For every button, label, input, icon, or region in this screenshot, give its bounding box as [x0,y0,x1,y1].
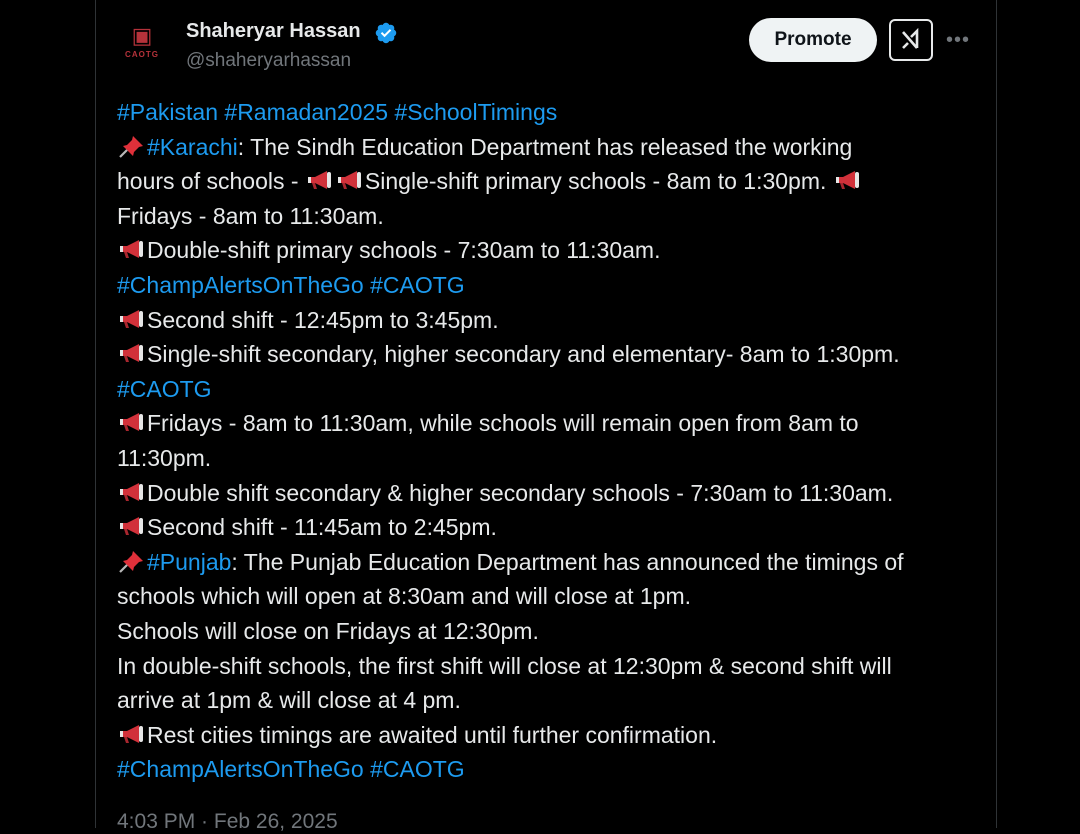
tweet-text-segment: Fridays - 8am to 11:30am. [117,202,384,229]
megaphone-icon [117,480,147,504]
hashtag-link[interactable]: #CAOTG [117,375,212,402]
tweet-line [117,510,977,545]
tweet-text-segment: 11:30pm. [117,444,212,471]
tweet-text-segment: Fridays - 8am to 11:30am, while schools will remain open from 8am to [147,410,859,437]
hashtag-link[interactable]: #Karachi [147,133,238,160]
tweet-line [117,476,977,511]
hashtag-link[interactable]: #ChampAlertsOnTheGo #CAOTG [117,271,465,298]
tweet-line [117,268,977,303]
tweet-line [117,649,977,684]
tweet-text-segment: Double-shift primary schools - 7:30am to 11:30am. [147,237,661,264]
megaphone-icon [335,168,365,192]
more-options-button[interactable] [944,26,972,54]
tweet-line [117,199,977,234]
tweet-line [117,233,977,268]
tweet-line [117,337,977,372]
tweet-text-segment: Rest cities timings are awaited until further confirmation. [147,721,718,748]
tweet-line [117,683,977,718]
megaphone-icon [117,341,147,365]
tweet-text-segment: Second shift - 11:45am to 2:45pm. [147,514,497,541]
tweet-text-segment: Second shift - 12:45pm to 3:45pm. [147,306,499,333]
hashtag-link[interactable]: #Pakistan #Ramadan2025 #SchoolTimings [117,99,558,125]
more-options-icon: ••• [945,28,970,51]
megaphone-icon [833,168,863,192]
avatar-logo-text: CAOTG [125,49,159,59]
megaphone-icon [117,410,147,434]
megaphone-icon [117,514,147,538]
verified-badge-icon [374,21,398,45]
pushpin-icon [117,549,147,573]
megaphone-icon [117,307,147,331]
tweet-text-segment: In double-shift schools, the first shift will close at 12:30pm & second shift will [117,652,892,679]
avatar-logo-icon: ▣ [131,23,153,49]
tweet-text-segment: schools which will open at 8:30am and will close at 1pm. [117,583,692,610]
tweet-text-segment: : The Punjab Education Department has announced the timings of [231,548,904,575]
tweet-line [117,303,977,338]
tweet-text-segment: : The Sindh Education Department has released the working [237,133,853,160]
tweet-line [117,406,977,441]
tweet-text-segment: hours of schools - [117,168,305,195]
tweet-text-segment: arrive at 1pm & will close at 4 pm. [117,687,461,714]
tweet-text-segment: Single-shift secondary, higher secondary and elementary- 8am to 1:30pm. [147,341,900,368]
tweet-line [117,752,977,787]
megaphone-icon [117,237,147,261]
tweet-line [117,614,977,649]
megaphone-icon [305,168,335,192]
author-handle[interactable]: @shaheryarhassan [186,50,352,71]
tweet-text-segment: Schools will close on Fridays at 12:30pm. [117,617,539,644]
tweet-text [117,95,977,787]
grok-button[interactable] [889,19,933,61]
tweet-timestamp[interactable]: 4:03 PM · Feb 26, 2025 [117,810,338,833]
pushpin-icon [117,134,147,158]
tweet-line [117,545,977,580]
promote-button[interactable]: Promote [749,18,877,62]
hashtag-link[interactable]: #Punjab [147,548,232,575]
tweet-line [117,441,977,476]
author-name[interactable]: Shaheryar Hassan [186,20,361,42]
grok-icon [898,27,924,53]
tweet-line [117,164,977,199]
tweet-line [117,718,977,753]
tweet-line [117,130,977,165]
hashtag-link[interactable]: #ChampAlertsOnTheGo #CAOTG [117,756,465,783]
tweet-line [117,579,977,614]
avatar[interactable] [118,18,166,66]
megaphone-icon [117,722,147,746]
tweet-text-segment: Double shift secondary & higher secondary schools - 7:30am to 11:30am. [147,479,894,506]
tweet-line [117,95,977,130]
tweet-line [117,372,977,407]
tweet-text-segment: Single-shift primary schools - 8am to 1:30pm. [364,168,833,195]
